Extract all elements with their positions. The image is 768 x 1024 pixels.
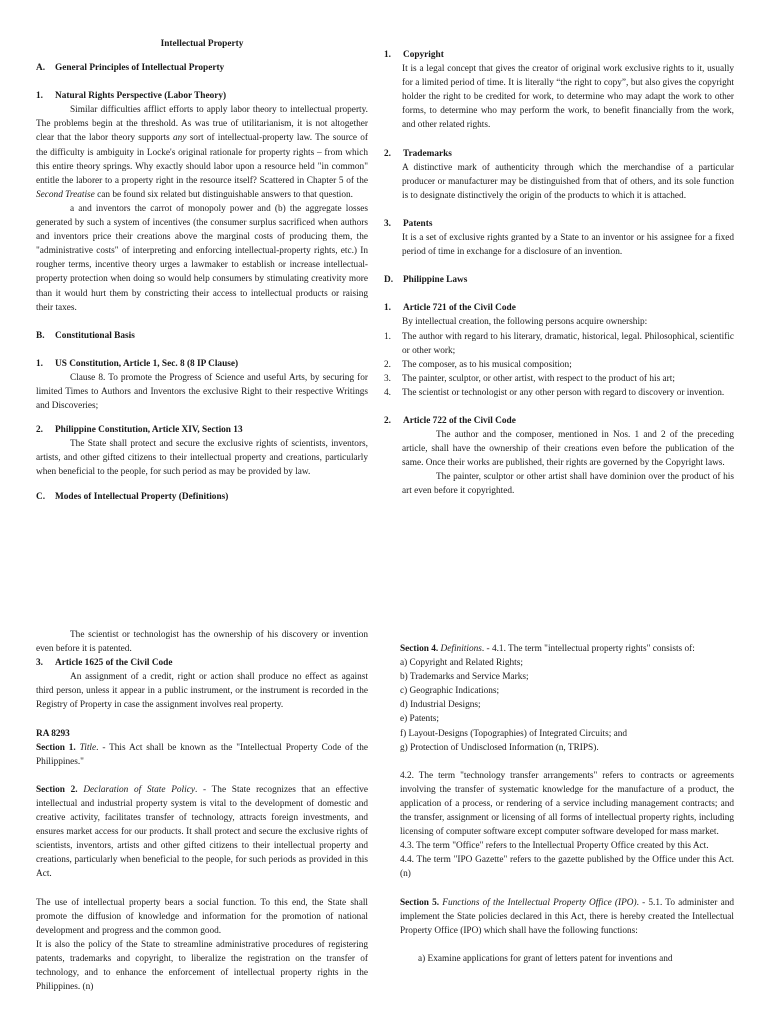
list-article-721 [384,330,734,400]
paragraph-incentive-theory: a and inventors the carrot of monopoly power and (b) the aggregate losses generated by such a system of incentives (the consumer surplus sacrificed when authors and inventors price their creations above the marginal costs of producing them, the "administrative costs" of interpreting and enforcing intellectual-property rights, etc.) In rougher terms, incentive theory urges a lawmaker to establish or increase intellectual-property protection when doing so would help consumers by stimulating creativity more than it would hurt them by constricting their access to intellectual products or raising their taxes. [36,203,368,313]
section-heading-b: B. Constitutional Basis [36,330,135,341]
heading-natural-rights: 1. Natural Rights Perspective (Labor Theory) [36,91,227,102]
paragraph-article-722-a: The author and the composer, mentioned in Nos. 1 and 2 of the preceding article, shall have the ownership of their creations even before the publication of the same. Once their works are published, their rights are governed by the Copyright laws. [402,430,734,469]
list-item: e) Patents; [400,714,439,725]
paragraph-section-4-3: 4.3. The term "Office" refers to the Intellectual Property Office created by this Act. [400,841,709,852]
bottom-right-column [400,642,734,966]
paragraph-article-1625: An assignment of a credit, right or action shall produce no effect as against third person, unless it appear in a public instrument, or the instrument is recorded in the Registry of Property in case the assignment involves real property. [36,672,368,711]
paragraph-labor-theory: Similar difficulties afflict efforts to apply labor theory to intellectual property. The problems begin at the threshold. As was true of utilitarianism, it is not altogether clear that the labor theory supports any sort of intellectual-property law. The source of the difficulty is ambiguity in Locke's original rationale for property rights – from which this entire theory springs. Why exactly should labor upon a resource held "in common" entitle the laborer to a property right in the resource itself? Scattered in Chapter 5 of the Second Treatise can be found six related but distinguishable answers to that question. [36,105,369,200]
list-item: d) Industrial Designs; [400,700,481,711]
list-ip-rights [400,656,734,755]
heading-ra-8293: RA 8293 [36,728,70,739]
paragraph-article-721-intro: By intellectual creation, the following persons acquire ownership: [402,317,648,328]
top-right-column [384,48,734,499]
paragraph-section-4-2: 4.2. The term "technology transfer arrangements" refers to contracts or agreements involving the transfer of systematic knowledge for the manufacture of a product, the application of a process, or rendering of a service including management contracts; and the transfer, assignment or licensing of all forms of intellectual property rights, including licensing of computer software except computer software developed for mass market. [400,770,734,838]
heading-patents: 3. Patents [384,218,433,229]
document-title: Intellectual Property [160,39,244,49]
heading-trademarks: 2. Trademarks [384,148,452,159]
paragraph-section-5: Section 5. Functions of the Intellectual Property Office (IPO). - 5.1. To administer and implement the State policies declared in this Act, there is hereby created the Intellectual Property Office (IPO) which shall have the following functions: [400,897,735,936]
heading-us-constitution: 1. US Constitution, Article 1, Sec. 8 (8 IP Clause) [36,358,239,369]
section-heading-c: C. Modes of Intellectual Property (Definitions) [36,491,229,502]
paragraph-section-1: Section 1. Title. - This Act shall be known as the "Intellectual Property Code of the Philippines." [36,742,368,767]
paragraph-article-xiv: The State shall protect and secure the exclusive rights of scientists, inventors, artists, and other gifted citizens to their intellectual property and creations, particularly when beneficial to the people, for such period as may be provided by law. [36,439,368,478]
list-item: g) Protection of Undisclosed Information (n, TRIPS). [400,742,599,753]
heading-philippine-constitution: 2. Philippine Constitution, Article XIV, Section 13 [36,425,243,436]
heading-article-1625: 3. Article 1625 of the Civil Code [36,658,173,669]
paragraph-copyright: It is a legal concept that gives the creator of original work exclusive rights to it, usually for a limited period of time. It is literally “the right to copy”, but also gives the copyright holder the right to be credited for work, to determine who may adapt the work to other forms, to determine who may perform the work, to benefit financially from the work, and other related rights. [402,64,734,131]
bottom-left-column [36,628,368,994]
list-item: 1. The author with regard to his literary, dramatic, historical, legal. Philosophical, scientific or other work; [384,331,734,356]
heading-article-722: 2. Article 722 of the Civil Code [384,415,516,426]
paragraph-section-2: Section 2. Declaration of State Policy. - The State recognizes that an effective intellectual and industrial property system is vital to the development of domestic and creative activity, facilitates transfer of technology, attracts foreign investments, and ensures market access for our products. It shall protect and secure the exclusive rights of scientists, inventors, artists and other gifted citizens to their intellectual property and creations, particularly when beneficial to the people, for such periods as provided in this Act. [36,784,369,880]
paragraph-article-722-b: The painter, sculptor or other artist shall have dominion over the product of his art even before it copyrighted. [402,472,734,497]
paragraph-trademarks: A distinctive mark of authenticity through which the merchandise of a particular producer or manufacturer may be distinguished from that of others, and its sole function is to designate distinctively the origin of the products to which it is attached. [402,162,734,201]
section-heading-a: A. General Principles of Intellectual Property [36,63,225,74]
list-item: c) Geographic Indications; [400,686,500,697]
paragraph-state-policy: It is also the policy of the State to streamline administrative procedures of registering patents, trademarks and copyright, to liberalize the registration on the transfer of technology, and to enhance the enforcement of intellectual property rights in the Philippines. (n) [36,939,368,993]
list-item: 4. The scientist or technologist or any other person with regard to discovery or invention. [384,387,725,398]
section-heading-d: D. Philippine Laws [384,275,468,286]
list-item: b) Trademarks and Service Marks; [400,672,529,683]
paragraph-section-5-a: a) Examine applications for grant of letters patent for inventions and [418,953,673,964]
heading-article-721: 1. Article 721 of the Civil Code [384,303,516,314]
list-item: f) Layout-Designs (Topographies) of Integrated Circuits; and [400,728,628,739]
list-item: 3. The painter, sculptor, or other artist, with respect to the product of his art; [384,373,675,384]
top-left-column [36,37,368,504]
paragraph-social-function: The use of intellectual property bears a social function. To this end, the State shall promote the diffusion of knowledge and information for the promotion of national development and progress and the common good. [36,897,368,936]
paragraph-patents: It is a set of exclusive rights granted by a State to an inventor or his assignee for a fixed period of time in exchange for a disclosure of an invention. [402,233,734,258]
paragraph-section-4-4: 4.4. The term "IPO Gazette" refers to the gazette published by the Office under this Act. (n) [400,855,734,880]
paragraph-section-4: Section 4. Definitions. - 4.1. The term "intellectual property rights" consists of: [400,644,695,654]
paragraph-scientist: The scientist or technologist has the ownership of his discovery or invention even before it is patented. [36,630,368,655]
list-item: 2. The composer, as to his musical composition; [384,359,572,370]
heading-copyright: 1. Copyright [384,50,444,60]
list-item: a) Copyright and Related Rights; [400,658,523,669]
paragraph-ip-clause: Clause 8. To promote the Progress of Science and useful Arts, by securing for limited Times to Authors and Inventors the exclusive Right to their respective Writings and Discoveries; [36,372,368,412]
